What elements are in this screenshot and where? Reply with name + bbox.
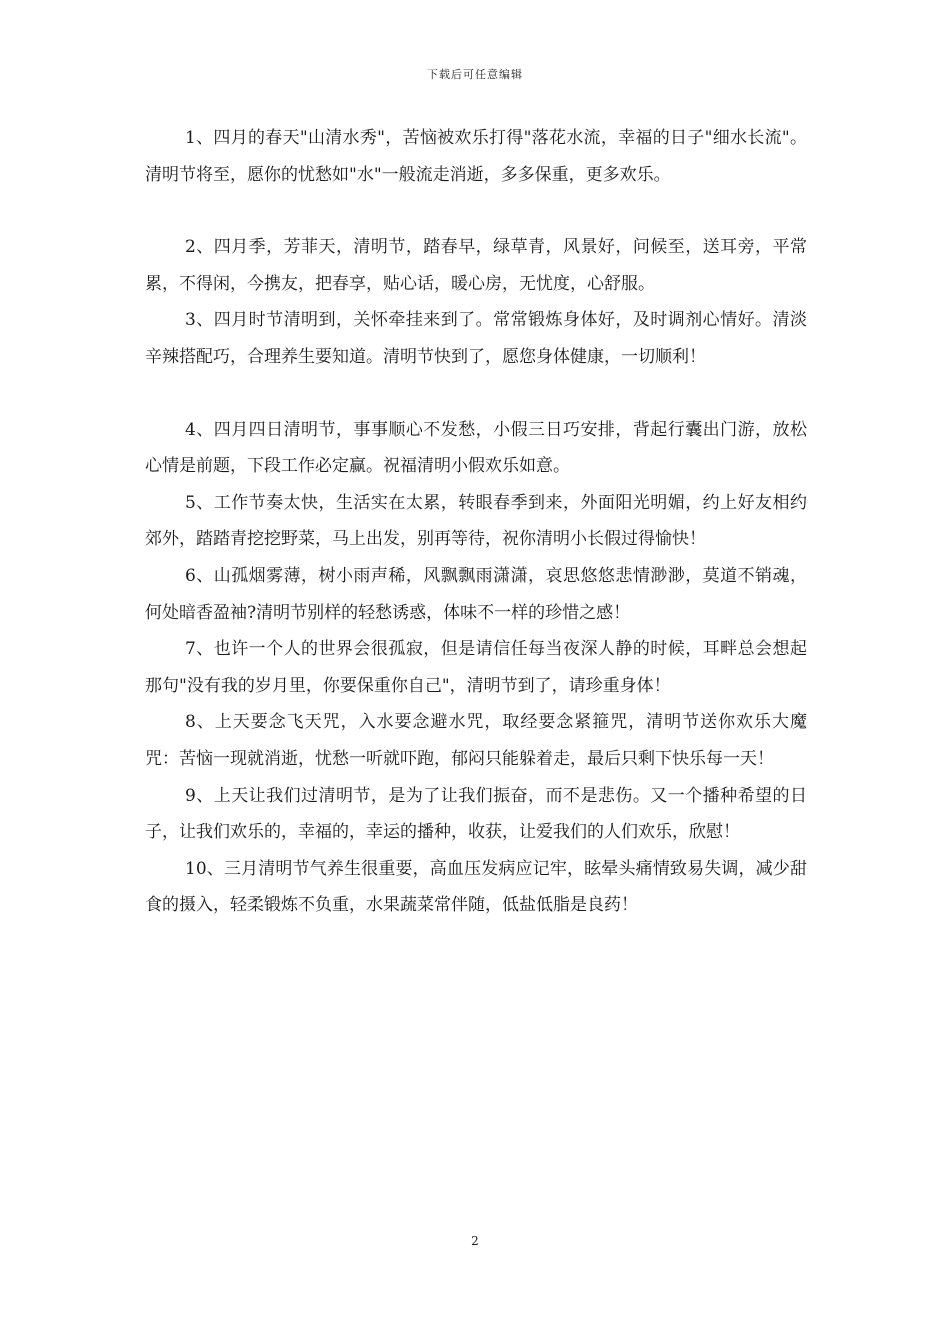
wish-paragraph-2: 2、四月季，芳菲天，清明节，踏春早，绿草青，风景好，问候至，送耳旁，平常累，不得闲，今携友，把春享，贴心话，暖心房，无忧度，心舒服。 bbox=[145, 237, 807, 294]
document-body bbox=[145, 120, 807, 924]
wish-paragraph-7: 7、也许一个人的世界会很孤寂，但是请信任每当夜深人静的时候，耳畔总会想起那句"没有我的岁月里，你要保重你自己"，清明节到了，请珍重身体！ bbox=[145, 639, 807, 696]
wish-paragraph-4: 4、四月四日清明节，事事顺心不发愁，小假三日巧安排，背起行囊出门游，放松心情是前题，下段工作必定赢。祝福清明小假欢乐如意。 bbox=[145, 419, 807, 477]
wish-paragraph-10: 10、三月清明节气养生很重要，高血压发病应记牢，眩晕头痛情致易失调，减少甜食的摄入，轻柔锻炼不负重，水果蔬菜常伴随，低盐低脂是良药！ bbox=[145, 858, 807, 916]
wish-paragraph-9: 9、上天让我们过清明节，是为了让我们振奋，而不是悲伤。又一个播种希望的日子，让我们欢乐的，幸福的，幸运的播种，收获，让爱我们的人们欢乐，欣慰！ bbox=[145, 785, 807, 843]
wish-paragraph-8: 8、上天要念飞天咒，入水要念避水咒，取经要念紧箍咒，清明节送你欢乐大魔咒：苦恼一现就消逝，忧愁一听就吓跑，郁闷只能躲着走，最后只剩下快乐每一天！ bbox=[145, 712, 807, 769]
page-number: 2 bbox=[471, 1234, 479, 1248]
wish-paragraph-6: 6、山孤烟雾薄，树小雨声稀，风飘飘雨潇潇，哀思悠悠悲情渺渺，莫道不销魂，何处暗香盈袖?清明节别样的轻愁诱惑，体味不一样的珍惜之感！ bbox=[145, 565, 807, 623]
wish-paragraph-3: 3、四月时节清明到，关怀牵挂来到了。常常锻炼身体好，及时调剂心情好。清淡辛辣搭配巧，合理养生要知道。清明节快到了，愿您身体健康，一切顺利！ bbox=[145, 310, 807, 367]
page-header: 下载后可任意编辑 bbox=[427, 68, 523, 81]
wish-paragraph-5: 5、工作节奏太快，生活实在太累，转眼春季到来，外面阳光明媚，约上好友相约郊外，踏踏青挖挖野菜，马上出发，别再等待，祝你清明小长假过得愉快！ bbox=[145, 492, 807, 550]
wish-paragraph-1: 1、四月的春天"山清水秀"，苦恼被欢乐打得"落花水流，幸福的日子"细水长流"。清明节将至，愿你的忧愁如"水"一般流走消逝，多多保重，更多欢乐。 bbox=[145, 128, 807, 185]
